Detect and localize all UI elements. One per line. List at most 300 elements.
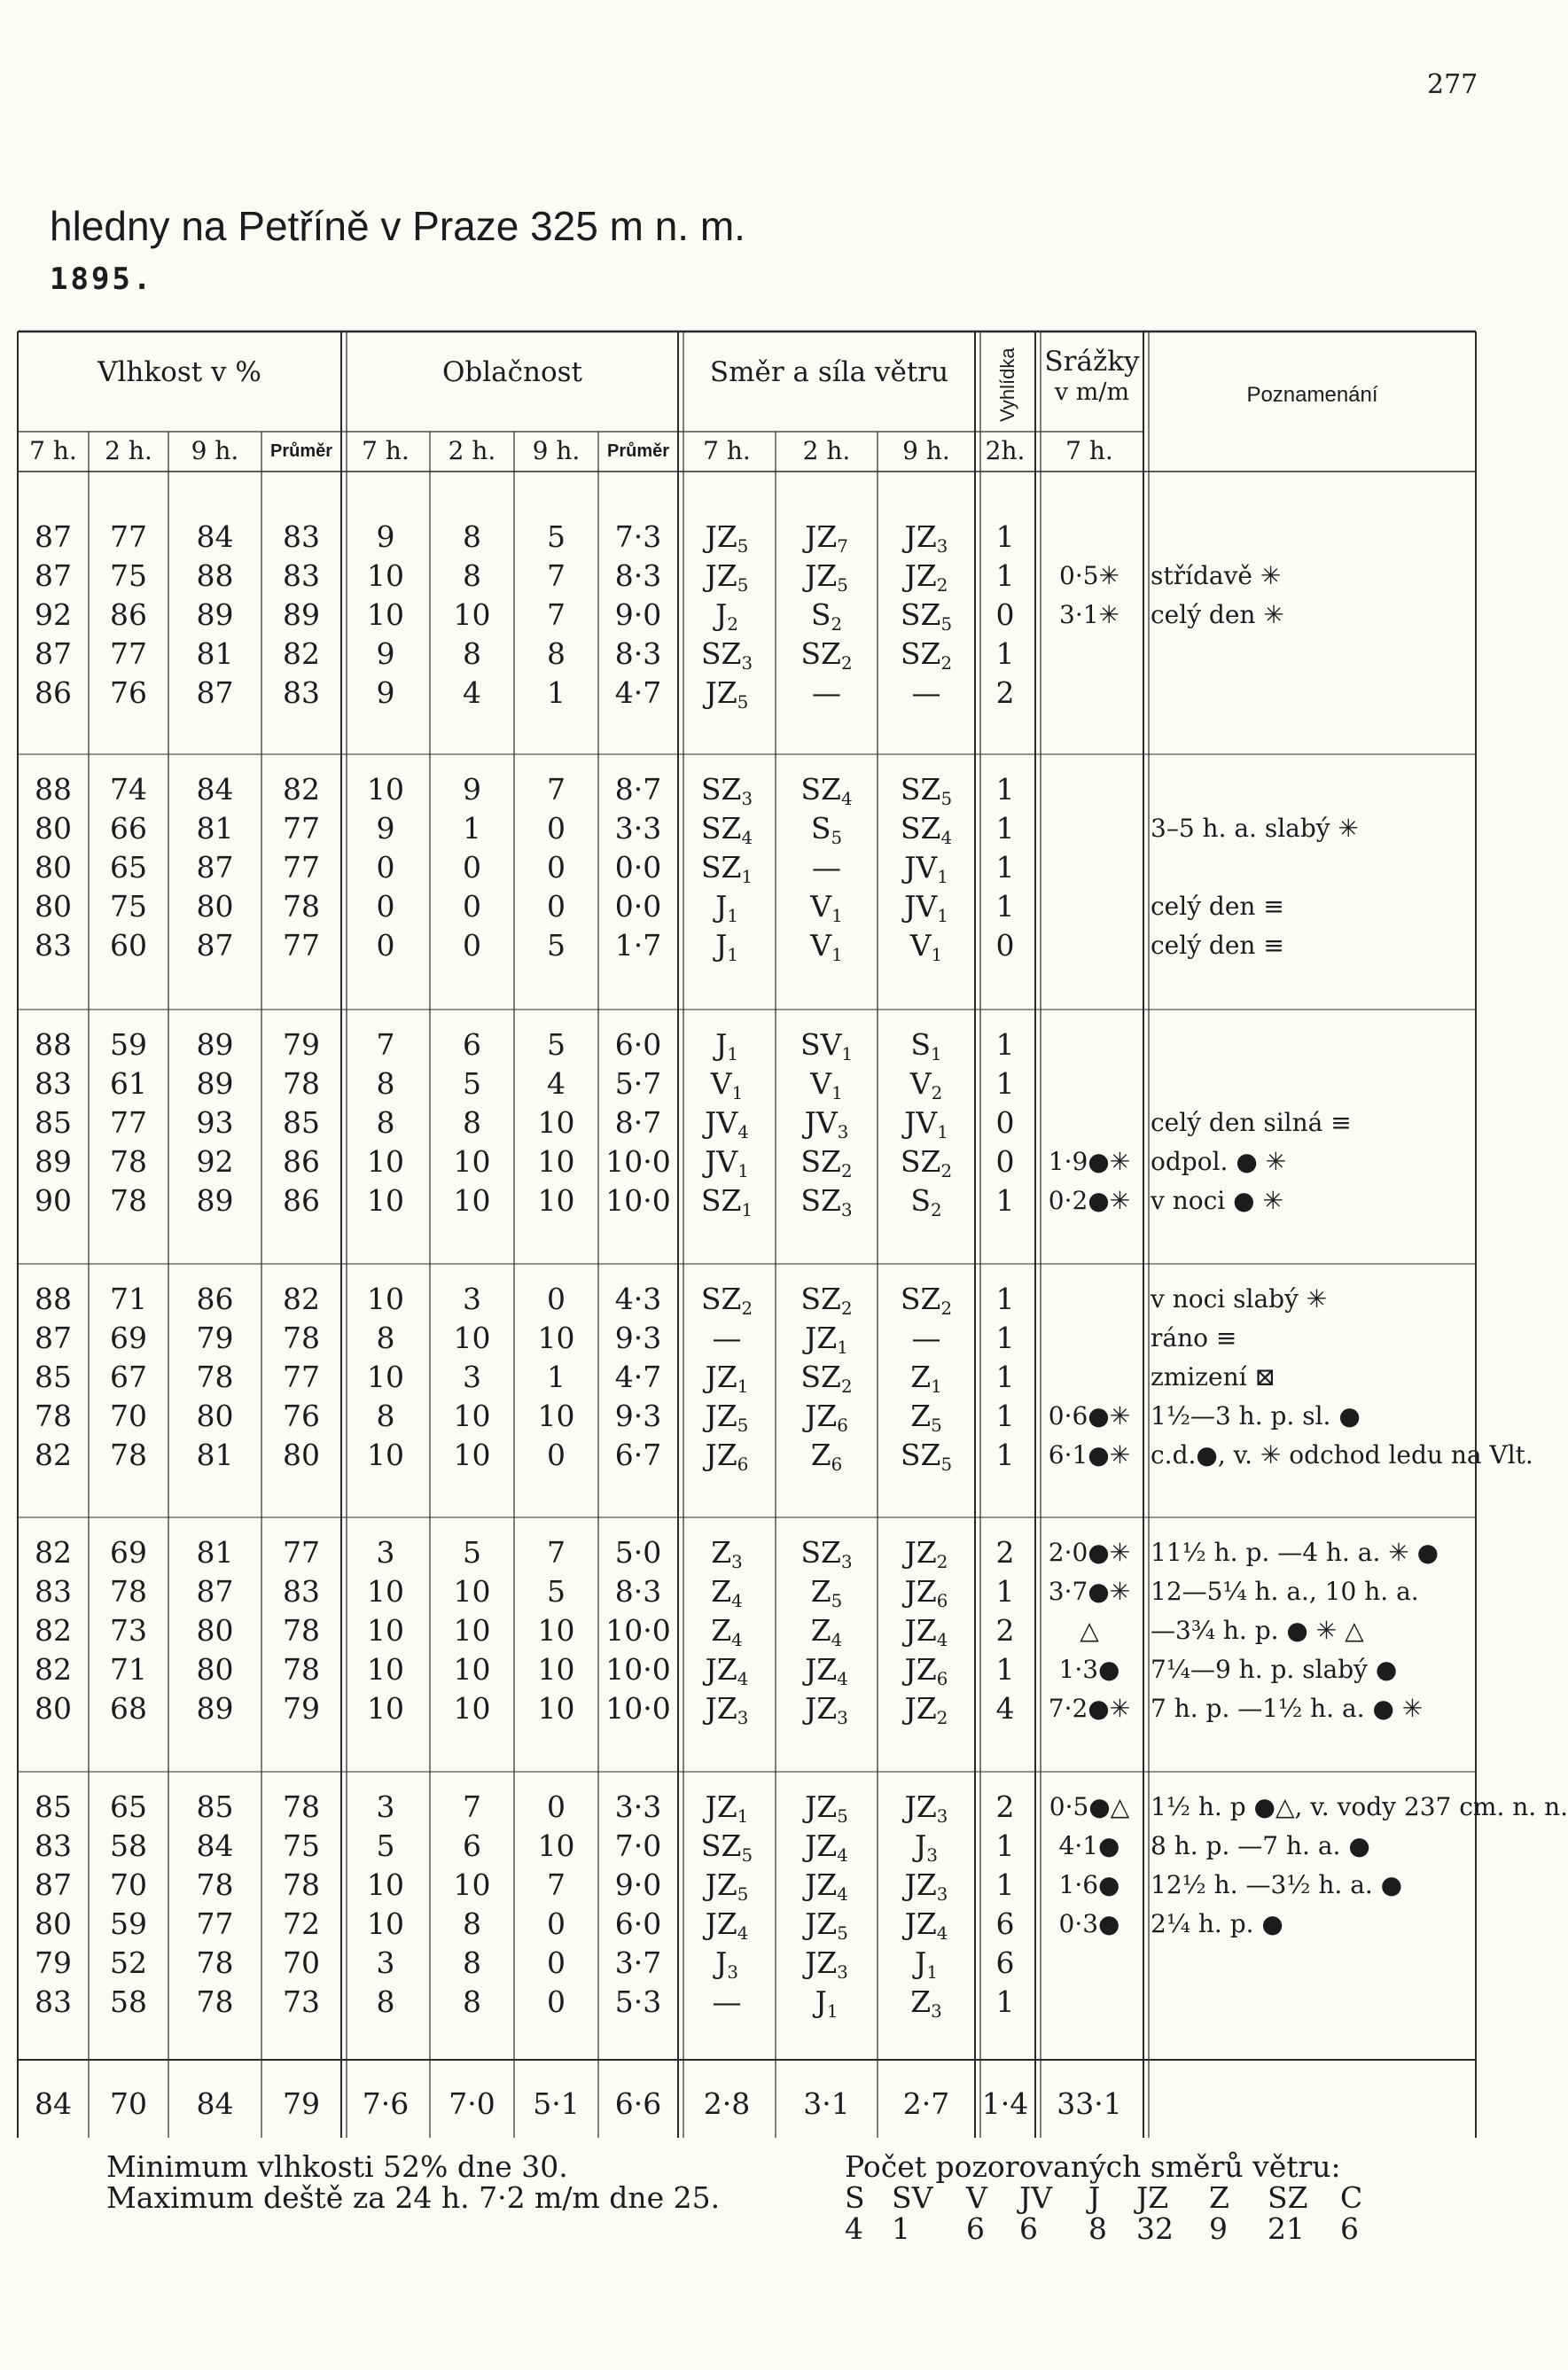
- total-cloudiness: 6·6: [614, 2086, 662, 2121]
- wind-direction-count: 8: [1088, 2211, 1107, 2246]
- total-humidity: 84: [196, 2086, 234, 2121]
- cloudiness-cell: 10: [453, 1867, 491, 1902]
- humidity-cell: 69: [110, 1535, 147, 1570]
- cloudiness-cell: 8: [376, 1066, 395, 1101]
- humidity-cell: 67: [110, 1360, 147, 1394]
- humidity-cell: 87: [35, 1321, 72, 1355]
- wind-cell: $JZ_1$: [705, 1789, 749, 1827]
- wind-cell: —: [911, 1321, 941, 1355]
- cloudiness-cell: 0: [547, 1945, 566, 1980]
- cloudiness-cell: 10: [537, 1691, 575, 1726]
- humidity-cell: 59: [110, 1906, 147, 1941]
- humidity-cell: 88: [35, 1027, 72, 1062]
- note-cell: —3¾ h. p. ● ✳ △: [1151, 1616, 1364, 1645]
- wind-cell: $V_2$: [909, 1066, 943, 1103]
- humidity-cell: 84: [196, 1828, 234, 1863]
- cloudiness-cell: 0·0: [614, 889, 662, 924]
- wind-cell: $JZ_6$: [805, 1399, 848, 1436]
- cloudiness-cell: 10·0: [605, 1183, 671, 1218]
- cloudiness-cell: 9: [376, 811, 395, 846]
- humidity-cell: 80: [283, 1438, 320, 1472]
- humidity-cell: 78: [283, 1789, 320, 1824]
- visibility-cell: 1: [995, 772, 1015, 807]
- cloudiness-cell: 10: [367, 1438, 404, 1472]
- cloudiness-cell: 3: [463, 1282, 481, 1316]
- subheader-h9: 9 h.: [902, 436, 950, 465]
- wind-cell: $SZ_4$: [700, 811, 753, 848]
- humidity-cell: 92: [35, 597, 72, 632]
- humidity-cell: 79: [283, 1691, 320, 1726]
- humidity-cell: 80: [35, 1906, 72, 1941]
- cloudiness-cell: 10: [453, 1691, 491, 1726]
- humidity-cell: 88: [35, 1282, 72, 1316]
- humidity-cell: 58: [110, 1984, 147, 2019]
- header-visibility: Vyhlídka: [996, 347, 1018, 422]
- wind-cell: $JZ_3$: [805, 1691, 848, 1728]
- cloudiness-cell: 10: [453, 1183, 491, 1218]
- wind-direction-count: 32: [1136, 2211, 1174, 2246]
- cloudiness-cell: 10: [537, 1321, 575, 1355]
- humidity-cell: 82: [35, 1535, 72, 1570]
- humidity-cell: 71: [110, 1282, 147, 1316]
- visibility-cell: 0: [995, 597, 1015, 632]
- cloudiness-cell: 8: [463, 519, 481, 554]
- wind-cell: $Z_1$: [910, 1360, 942, 1397]
- note-cell: 11½ h. p. —4 h. a. ✳ ●: [1151, 1538, 1439, 1567]
- wind-cell: $Z_5$: [910, 1399, 942, 1436]
- cloudiness-cell: 10: [367, 1183, 404, 1218]
- wind-direction-label: J: [1088, 2180, 1101, 2215]
- wind-direction-count: 6: [1019, 2211, 1038, 2246]
- total-precip: 33·1: [1057, 2086, 1122, 2121]
- visibility-cell: 1: [995, 1183, 1015, 1218]
- wind-direction-count: 9: [1209, 2211, 1228, 2246]
- wind-cell: $JV_3$: [804, 1105, 849, 1142]
- cloudiness-cell: 10·0: [605, 1652, 671, 1687]
- cloudiness-cell: 8: [463, 636, 481, 671]
- cloudiness-cell: 8·3: [614, 1574, 662, 1609]
- cloudiness-cell: 5: [463, 1535, 481, 1570]
- cloudiness-cell: 5·0: [614, 1535, 662, 1570]
- cloudiness-cell: 4·7: [614, 675, 662, 710]
- cloudiness-cell: 7: [376, 1027, 395, 1062]
- total-visibility: 1·4: [981, 2086, 1029, 2121]
- note-cell: 1½ h. p ●△, v. vody 237 cm. n. n.: [1151, 1792, 1568, 1821]
- humidity-cell: 70: [110, 1867, 147, 1902]
- precip-cell: 0·6●✳: [1048, 1401, 1131, 1431]
- wind-cell: $SZ_3$: [800, 1183, 853, 1220]
- cloudiness-cell: 4·3: [614, 1282, 662, 1316]
- humidity-cell: 81: [196, 1535, 234, 1570]
- note-cell: 2¼ h. p. ●: [1151, 1909, 1283, 1938]
- humidity-cell: 78: [196, 1360, 234, 1394]
- wind-cell: $Z_3$: [910, 1984, 942, 2022]
- humidity-cell: 58: [110, 1828, 147, 1863]
- subheader-h7: 7 h.: [29, 436, 77, 465]
- note-cell: celý den silná ≡: [1151, 1108, 1352, 1137]
- visibility-cell: 1: [995, 1360, 1015, 1394]
- wind-cell: $JZ_3$: [904, 1789, 948, 1827]
- visibility-cell: 1: [995, 889, 1015, 924]
- precip-cell: 6·1●✳: [1048, 1440, 1131, 1470]
- humidity-cell: 68: [110, 1691, 147, 1726]
- note-cell: 12½ h. —3½ h. a. ●: [1151, 1870, 1403, 1899]
- cloudiness-cell: 8: [463, 1906, 481, 1941]
- wind-cell: $SZ_2$: [700, 1282, 753, 1319]
- humidity-cell: 87: [35, 558, 72, 593]
- total-humidity: 84: [35, 2086, 72, 2121]
- wind-cell: $JZ_3$: [705, 1691, 749, 1728]
- year-label: 1895.: [50, 261, 154, 297]
- observation-table: [18, 330, 1568, 2138]
- humidity-cell: 73: [110, 1613, 147, 1648]
- visibility-cell: 1: [995, 811, 1015, 846]
- humidity-cell: 89: [196, 597, 234, 632]
- wind-cell: $JZ_3$: [904, 1867, 948, 1905]
- cloudiness-cell: 10: [367, 1574, 404, 1609]
- subheader-avg: Průměr: [606, 441, 670, 461]
- humidity-cell: 87: [196, 1574, 234, 1609]
- note-cell: střídavě ✳: [1151, 561, 1282, 590]
- cloudiness-cell: 8·3: [614, 558, 662, 593]
- visibility-cell: 1: [995, 1282, 1015, 1316]
- humidity-cell: 81: [196, 1438, 234, 1472]
- cloudiness-cell: 5: [463, 1066, 481, 1101]
- humidity-cell: 86: [196, 1282, 234, 1316]
- humidity-cell: 88: [196, 558, 234, 593]
- humidity-cell: 87: [196, 928, 234, 963]
- cloudiness-cell: 5: [376, 1828, 395, 1863]
- wind-cell: $JZ_6$: [705, 1438, 749, 1475]
- wind-cell: $SZ_2$: [800, 636, 853, 674]
- humidity-cell: 85: [35, 1360, 72, 1394]
- cloudiness-cell: 5·3: [614, 1984, 662, 2019]
- wind-cell: $JZ_3$: [904, 519, 948, 557]
- humidity-cell: 92: [196, 1144, 234, 1179]
- note-cell: 7¼—9 h. p. slabý ●: [1151, 1655, 1398, 1684]
- cloudiness-cell: 6·7: [614, 1438, 662, 1472]
- cloudiness-cell: 8: [376, 1984, 395, 2019]
- note-cell: c.d.●, v. ✳ odchod ledu na Vlt.: [1151, 1440, 1533, 1470]
- cloudiness-cell: 4: [463, 675, 481, 710]
- humidity-cell: 87: [35, 519, 72, 554]
- humidity-cell: 85: [196, 1789, 234, 1824]
- humidity-cell: 85: [35, 1105, 72, 1140]
- cloudiness-cell: 10: [537, 1144, 575, 1179]
- wind-cell: $SZ_5$: [900, 597, 953, 635]
- humidity-cell: 79: [196, 1321, 234, 1355]
- humidity-cell: 79: [35, 1945, 72, 1980]
- cloudiness-cell: 7: [547, 1867, 566, 1902]
- humidity-cell: 89: [35, 1144, 72, 1179]
- footer-wind-count-title: Počet pozorovaných směrů větru:: [845, 2149, 1341, 2184]
- humidity-cell: 77: [283, 811, 320, 846]
- humidity-cell: 77: [110, 636, 147, 671]
- humidity-cell: 78: [110, 1144, 147, 1179]
- cloudiness-cell: 10: [367, 1360, 404, 1394]
- cloudiness-cell: 10: [537, 1105, 575, 1140]
- visibility-cell: 1: [995, 1066, 1015, 1101]
- cloudiness-cell: 3·3: [614, 811, 662, 846]
- wind-cell: $JZ_4$: [805, 1652, 848, 1689]
- wind-cell: $SZ_4$: [800, 772, 853, 809]
- wind-cell: $V_1$: [909, 928, 943, 965]
- humidity-cell: 83: [35, 1574, 72, 1609]
- header-humidity: Vlhkost v %: [98, 356, 261, 388]
- cloudiness-cell: 4: [547, 1066, 566, 1101]
- humidity-cell: 89: [196, 1691, 234, 1726]
- wind-cell: $JZ_2$: [904, 1691, 948, 1728]
- precip-cell: 7·2●✳: [1048, 1694, 1131, 1723]
- cloudiness-cell: 7: [463, 1789, 481, 1824]
- humidity-cell: 65: [110, 1789, 147, 1824]
- cloudiness-cell: 7·0: [614, 1828, 662, 1863]
- humidity-cell: 80: [196, 1399, 234, 1433]
- humidity-cell: 83: [283, 1574, 320, 1609]
- wind-cell: $JZ_3$: [805, 1945, 848, 1983]
- wind-cell: $V_1$: [810, 928, 843, 965]
- humidity-cell: 70: [283, 1945, 320, 1980]
- cloudiness-cell: 10: [367, 1867, 404, 1902]
- cloudiness-cell: 10·0: [605, 1691, 671, 1726]
- wind-cell: $S_2$: [810, 597, 843, 635]
- humidity-cell: 77: [196, 1906, 234, 1941]
- humidity-cell: 87: [35, 1867, 72, 1902]
- wind-cell: —: [712, 1984, 742, 2019]
- humidity-cell: 78: [196, 1867, 234, 1902]
- cloudiness-cell: 9: [376, 636, 395, 671]
- wind-cell: $SV_1$: [800, 1027, 854, 1064]
- cloudiness-cell: 1·7: [614, 928, 662, 963]
- humidity-cell: 83: [35, 1828, 72, 1863]
- subheader-h7: 7 h.: [1065, 436, 1113, 465]
- wind-cell: $Z_6$: [810, 1438, 843, 1475]
- wind-cell: $SZ_5$: [900, 772, 953, 809]
- cloudiness-cell: 10: [537, 1652, 575, 1687]
- humidity-cell: 77: [283, 850, 320, 885]
- wind-cell: $JZ_1$: [805, 1321, 848, 1358]
- cloudiness-cell: 0: [547, 1789, 566, 1824]
- humidity-cell: 78: [35, 1399, 72, 1433]
- cloudiness-cell: 0: [547, 889, 566, 924]
- cloudiness-cell: 8: [463, 558, 481, 593]
- humidity-cell: 80: [35, 811, 72, 846]
- total-cloudiness: 7·6: [362, 2086, 410, 2121]
- humidity-cell: 77: [283, 1535, 320, 1570]
- visibility-cell: 2: [995, 1535, 1015, 1570]
- wind-cell: $JZ_4$: [805, 1828, 848, 1866]
- wind-direction-count: 1: [892, 2211, 910, 2246]
- cloudiness-cell: 7·3: [614, 519, 662, 554]
- cloudiness-cell: 10: [367, 1282, 404, 1316]
- precip-cell: 2·0●✳: [1048, 1538, 1131, 1567]
- cloudiness-cell: 10: [367, 772, 404, 807]
- wind-cell: $JZ_5$: [705, 1399, 749, 1436]
- precip-cell: 0·5✳: [1059, 561, 1119, 590]
- cloudiness-cell: 10: [453, 1652, 491, 1687]
- cloudiness-cell: 5: [547, 1574, 566, 1609]
- humidity-cell: 76: [110, 675, 147, 710]
- wind-cell: $SZ_2$: [800, 1360, 853, 1397]
- wind-cell: $JZ_5$: [805, 558, 848, 596]
- cloudiness-cell: 10: [537, 1613, 575, 1648]
- visibility-cell: 1: [995, 850, 1015, 885]
- cloudiness-cell: 8: [463, 1105, 481, 1140]
- precip-cell: 3·1✳: [1059, 600, 1119, 629]
- humidity-cell: 86: [283, 1183, 320, 1218]
- humidity-cell: 77: [283, 1360, 320, 1394]
- humidity-cell: 82: [283, 1282, 320, 1316]
- humidity-cell: 52: [110, 1945, 147, 1980]
- humidity-cell: 82: [35, 1438, 72, 1472]
- visibility-cell: 1: [995, 558, 1015, 593]
- humidity-cell: 77: [110, 519, 147, 554]
- precip-cell: 0·3●: [1058, 1909, 1120, 1938]
- humidity-cell: 80: [196, 889, 234, 924]
- cloudiness-cell: 8: [376, 1105, 395, 1140]
- wind-cell: $SZ_3$: [700, 636, 753, 674]
- humidity-cell: 59: [110, 1027, 147, 1062]
- humidity-cell: 75: [283, 1828, 320, 1863]
- header-notes: Poznamenání: [1246, 383, 1378, 407]
- note-cell: zmizení ⊠: [1151, 1362, 1275, 1392]
- cloudiness-cell: 7: [547, 597, 566, 632]
- cloudiness-cell: 0: [463, 889, 481, 924]
- humidity-cell: 78: [283, 1321, 320, 1355]
- wind-cell: $JZ_2$: [904, 1535, 948, 1572]
- wind-cell: $JZ_2$: [904, 558, 948, 596]
- cloudiness-cell: 0: [463, 928, 481, 963]
- cloudiness-cell: 3: [376, 1789, 395, 1824]
- cloudiness-cell: 10: [367, 597, 404, 632]
- total-humidity: 79: [283, 2086, 320, 2121]
- footer-max-rain: Maximum deště za 24 h. 7·2 m/m dne 25.: [106, 2180, 721, 2215]
- humidity-cell: 86: [110, 597, 147, 632]
- cloudiness-cell: 5·7: [614, 1066, 662, 1101]
- cloudiness-cell: 10·0: [605, 1613, 671, 1648]
- cloudiness-cell: 10: [367, 1691, 404, 1726]
- cloudiness-cell: 8·7: [614, 1105, 662, 1140]
- humidity-cell: 82: [35, 1613, 72, 1648]
- cloudiness-cell: 10: [367, 558, 404, 593]
- humidity-cell: 93: [196, 1105, 234, 1140]
- subheader-h7: 7 h.: [362, 436, 410, 465]
- cloudiness-cell: 6·0: [614, 1906, 662, 1941]
- cloudiness-cell: 0·0: [614, 850, 662, 885]
- wind-cell: $J_1$: [915, 1945, 938, 1983]
- humidity-cell: 80: [35, 850, 72, 885]
- wind-direction-count: 4: [845, 2211, 863, 2246]
- cloudiness-cell: 6: [463, 1828, 481, 1863]
- wind-cell: $JZ_1$: [705, 1360, 749, 1397]
- humidity-cell: 70: [110, 1399, 147, 1433]
- page-number: 277: [1427, 69, 1478, 100]
- page-title: hledny na Petříně v Praze 325 m n. m.: [50, 203, 745, 249]
- cloudiness-cell: 5: [547, 1027, 566, 1062]
- humidity-cell: 86: [283, 1144, 320, 1179]
- cloudiness-cell: 10: [453, 1613, 491, 1648]
- subheader-h2: 2 h.: [105, 436, 152, 465]
- cloudiness-cell: 0: [547, 1984, 566, 2019]
- cloudiness-cell: 1: [547, 1360, 566, 1394]
- visibility-cell: 1: [995, 1828, 1015, 1863]
- cloudiness-cell: 7: [547, 1535, 566, 1570]
- visibility-cell: 2: [995, 675, 1015, 710]
- wind-cell: —: [712, 1321, 742, 1355]
- wind-cell: $JZ_4$: [904, 1613, 948, 1650]
- humidity-cell: 73: [283, 1984, 320, 2019]
- note-cell: celý den ≡: [1151, 931, 1284, 960]
- humidity-cell: 76: [283, 1399, 320, 1433]
- note-cell: ráno ≡: [1151, 1323, 1237, 1353]
- wind-cell: $Z_5$: [810, 1574, 843, 1611]
- humidity-cell: 89: [196, 1183, 234, 1218]
- cloudiness-cell: 10: [537, 1183, 575, 1218]
- cloudiness-cell: 10: [453, 1144, 491, 1179]
- humidity-cell: 80: [196, 1613, 234, 1648]
- cloudiness-cell: 0: [547, 1282, 566, 1316]
- wind-cell: $JV_1$: [904, 889, 948, 926]
- visibility-cell: 1: [995, 636, 1015, 671]
- visibility-cell: 1: [995, 1399, 1015, 1433]
- wind-cell: $Z_3$: [711, 1535, 743, 1572]
- visibility-cell: 4: [995, 1691, 1015, 1726]
- cloudiness-cell: 5: [547, 928, 566, 963]
- humidity-cell: 88: [35, 772, 72, 807]
- cloudiness-cell: 6: [463, 1027, 481, 1062]
- humidity-cell: 80: [35, 889, 72, 924]
- cloudiness-cell: 9: [376, 519, 395, 554]
- humidity-cell: 83: [35, 1066, 72, 1101]
- wind-cell: $Z_4$: [810, 1613, 843, 1650]
- wind-cell: $JV_4$: [705, 1105, 749, 1142]
- cloudiness-cell: 8·3: [614, 636, 662, 671]
- cloudiness-cell: 3·3: [614, 1789, 662, 1824]
- visibility-cell: 0: [995, 1105, 1015, 1140]
- humidity-cell: 81: [196, 636, 234, 671]
- humidity-cell: 65: [110, 850, 147, 885]
- humidity-cell: 87: [196, 850, 234, 885]
- header-precip: Srážky: [1044, 346, 1140, 378]
- cloudiness-cell: 0: [376, 850, 395, 885]
- cloudiness-cell: 8: [376, 1321, 395, 1355]
- subheader-h9: 9 h.: [191, 436, 239, 465]
- note-cell: 3–5 h. a. slabý ✳: [1151, 814, 1359, 843]
- wind-direction-count: 21: [1268, 2211, 1305, 2246]
- visibility-cell: 1: [995, 1438, 1015, 1472]
- wind-direction-label: JV: [1019, 2180, 1053, 2215]
- wind-cell: —: [812, 675, 841, 710]
- cloudiness-cell: 0: [376, 889, 395, 924]
- humidity-cell: 83: [35, 928, 72, 963]
- humidity-cell: 83: [283, 675, 320, 710]
- humidity-cell: 78: [283, 1066, 320, 1101]
- cloudiness-cell: 3: [463, 1360, 481, 1394]
- visibility-cell: 0: [995, 1144, 1015, 1179]
- wind-cell: $SZ_5$: [900, 1438, 953, 1475]
- cloudiness-cell: 10: [453, 1321, 491, 1355]
- cloudiness-cell: 1: [463, 811, 481, 846]
- cloudiness-cell: 10: [367, 1144, 404, 1179]
- cloudiness-cell: 5: [547, 519, 566, 554]
- wind-cell: $SZ_1$: [700, 850, 753, 887]
- visibility-cell: 2: [995, 1613, 1015, 1648]
- wind-cell: $JZ_4$: [705, 1906, 749, 1944]
- humidity-cell: 89: [283, 597, 320, 632]
- humidity-cell: 84: [196, 519, 234, 554]
- cloudiness-cell: 9·3: [614, 1399, 662, 1433]
- wind-direction-label: SV: [892, 2180, 933, 2215]
